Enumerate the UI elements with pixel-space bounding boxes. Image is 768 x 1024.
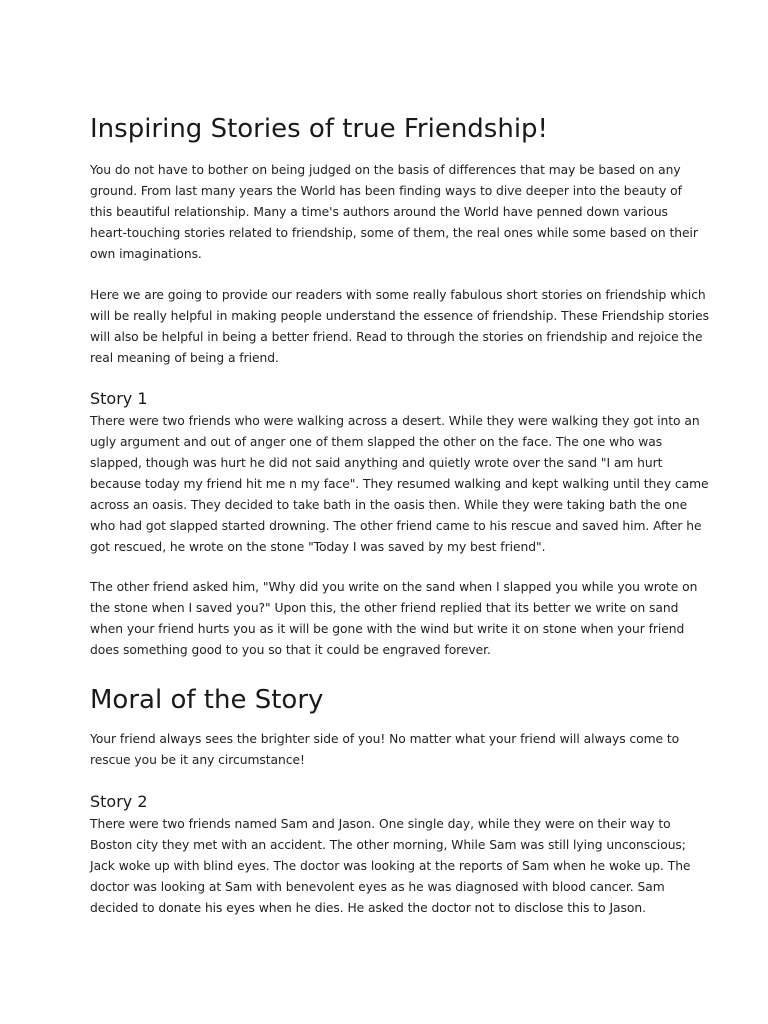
text-line: the stone when I saved you?" Upon this, the other friend replied that its better we write on sand: [90, 601, 679, 615]
text-line: Your friend always sees the brighter side of you! No matter what your friend will always come to: [90, 732, 680, 746]
text-line: when your friend hurts you as it will be gone with the wind but write it on stone when your friend: [90, 622, 685, 636]
text-line: real meaning of being a friend.: [90, 351, 279, 365]
text-line: this beautiful relationship. Many a time's authors around the World have penned down various: [90, 205, 668, 219]
text-line: doctor was looking at Sam with benevolent eyes as he was diagnosed with blood cancer. Sam: [90, 880, 665, 894]
text-line: You do not have to bother on being judged on the basis of differences that may be based on any: [90, 163, 681, 177]
text-line: decided to donate his eyes when he dies. He asked the doctor not to disclose this to Jason.: [90, 901, 646, 915]
text-line: ground. From last many years the World has been finding ways to dive deeper into the beauty of: [90, 184, 682, 198]
intro-paragraph-1: [90, 160, 698, 265]
page-title: Inspiring Stories of true Friendship!: [90, 114, 548, 144]
text-line: Here we are going to provide our readers with some really fabulous short stories on friendship which: [90, 288, 706, 302]
text-line: The other friend asked him, "Why did you write on the sand when I slapped you while you wrote on: [90, 580, 698, 594]
moral-heading: Moral of the Story: [90, 685, 324, 715]
text-line: heart-touching stories related to friendship, some of them, the real ones while some based on their: [90, 226, 698, 240]
text-line: does something good to you so that it could be engraved forever.: [90, 643, 491, 657]
text-line: Jack woke up with blind eyes. The doctor was looking at the reports of Sam when he woke up. The: [90, 859, 691, 873]
story-1-paragraph-1: [90, 411, 709, 558]
text-line: got rescued, he wrote on the stone "Today I was saved by my best friend".: [90, 540, 546, 554]
intro-paragraph-2: [90, 285, 710, 369]
text-line: will be really helpful in making people understand the essence of friendship. These Friendship stories: [90, 309, 710, 323]
story-2-heading: Story 2: [90, 792, 148, 811]
text-line: There were two friends named Sam and Jason. One single day, while they were on their way to: [90, 817, 671, 831]
text-line: across an oasis. They decided to take bath in the oasis then. While they were taking bath the one: [90, 498, 688, 512]
text-line: rescue you be it any circumstance!: [90, 753, 305, 767]
moral-paragraph: [90, 729, 680, 771]
text-line: will also be helpful in being a better friend. Read to through the stories on friendship and rejoice the: [90, 330, 703, 344]
text-line: own imaginations.: [90, 247, 202, 261]
text-line: Boston city they met with an accident. The other morning, While Sam was still lying unconscious;: [90, 838, 686, 852]
story-1-paragraph-2: [90, 577, 698, 661]
text-line: There were two friends who were walking across a desert. While they were walking they got into an: [90, 414, 700, 428]
text-line: ugly argument and out of anger one of them slapped the other on the face. The one who was: [90, 435, 663, 449]
text-line: slapped, though was hurt he did not said anything and quietly wrote over the sand "I am hurt: [90, 456, 663, 470]
story-2-paragraph-1: [90, 814, 691, 919]
text-line: who had got slapped started drowning. The other friend came to his rescue and saved him. After he: [90, 519, 702, 533]
story-1-heading: Story 1: [90, 389, 148, 408]
text-line: because today my friend hit me n my face". They resumed walking and kept walking until they came: [90, 477, 709, 491]
